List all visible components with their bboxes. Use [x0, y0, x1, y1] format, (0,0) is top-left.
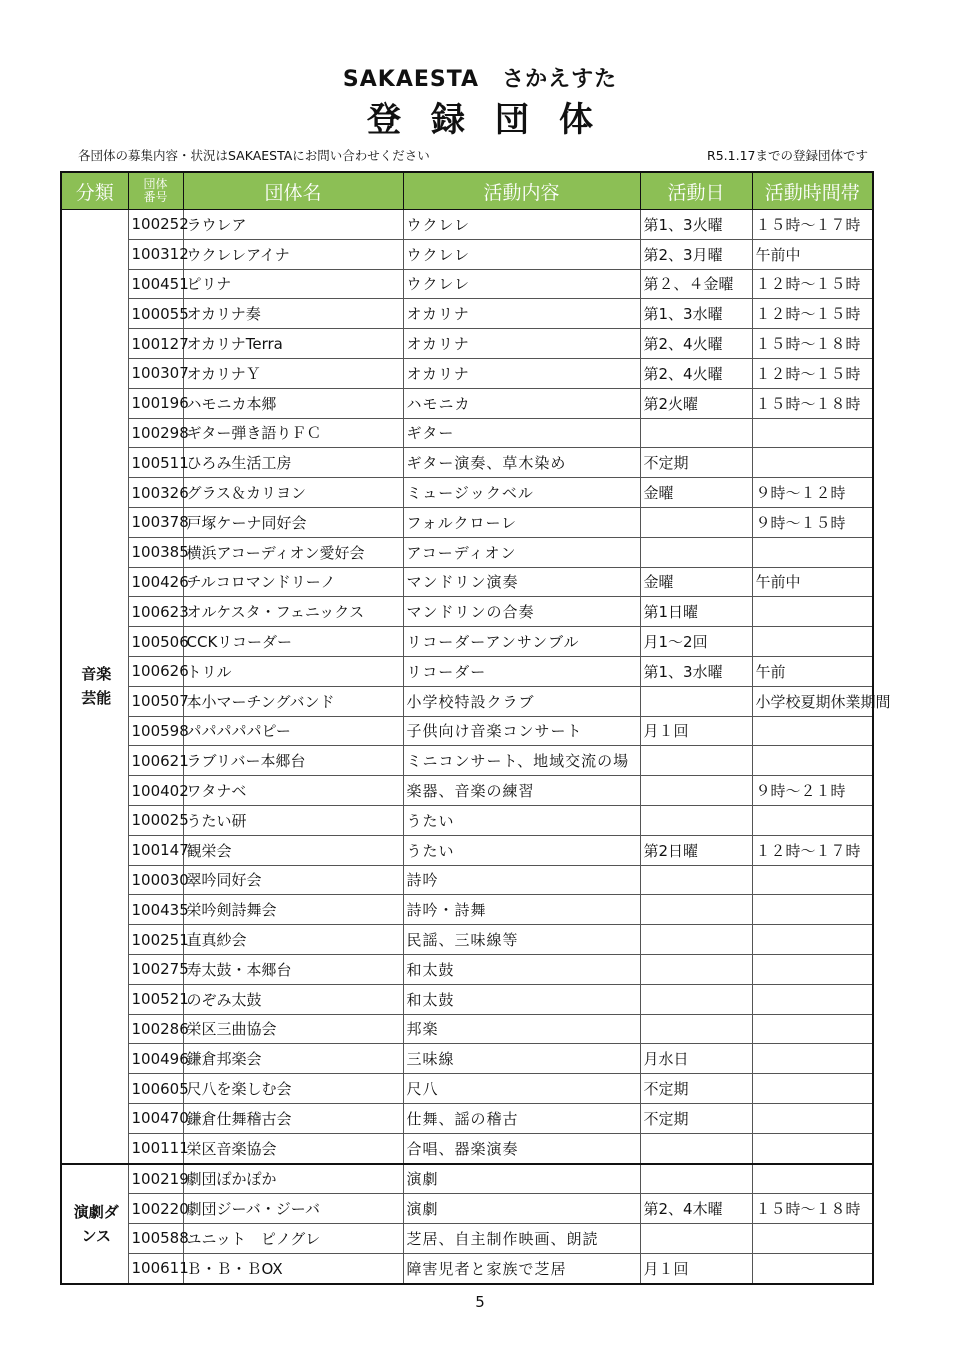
- group-name: 鎌倉邦楽会: [183, 1044, 403, 1074]
- group-name: 栄区音楽協会: [183, 1133, 403, 1163]
- activity-day: 不定期: [640, 1074, 752, 1104]
- group-name: 横浜アコーディオン愛好会: [183, 537, 403, 567]
- activity-day: [640, 507, 752, 537]
- column-header-activity: 活動内容: [403, 172, 640, 210]
- group-number: 100611: [128, 1253, 183, 1283]
- activity-time: 小学校夏期休業期間: [752, 686, 873, 716]
- activity-day: [640, 1014, 752, 1044]
- activity-time: [752, 1133, 873, 1163]
- group-number: 100307: [128, 358, 183, 388]
- activity-day: 不定期: [640, 1103, 752, 1133]
- page-subtitle: 登録団体: [367, 100, 623, 140]
- table-row: [61, 865, 873, 895]
- activity-time: [752, 865, 873, 895]
- activity-day: 月１回: [640, 716, 752, 746]
- activity-day: 月1～2回: [640, 627, 752, 657]
- activity-content: ハモニカ: [403, 388, 640, 418]
- group-name: Ｂ・Ｂ・ＢOX: [183, 1253, 403, 1283]
- table-row: [61, 448, 873, 478]
- group-name: グラス＆カリヨン: [183, 478, 403, 508]
- group-number: 100435: [128, 895, 183, 925]
- table-header-row: [61, 172, 873, 210]
- activity-day: 第1、3火曜: [640, 210, 752, 240]
- group-name: オカリナ奏: [183, 299, 403, 329]
- group-name: CCKリコーダー: [183, 627, 403, 657]
- activity-content: ギター: [403, 418, 640, 448]
- group-number: 100298: [128, 418, 183, 448]
- group-number: 100252: [128, 210, 183, 240]
- group-name: 尺八を楽しむ会: [183, 1074, 403, 1104]
- group-number: 100588: [128, 1224, 183, 1254]
- group-name: ユニット ピノグレ: [183, 1224, 403, 1254]
- page-number: 5: [475, 1293, 485, 1311]
- activity-time: ９時～１２時: [752, 478, 873, 508]
- activity-content: うたい: [403, 805, 640, 835]
- group-number: 100055: [128, 299, 183, 329]
- table-row: [61, 1103, 873, 1133]
- activity-day: [640, 746, 752, 776]
- activity-day: 第２、４金曜: [640, 269, 752, 299]
- group-name: オルケスタ・フェニックス: [183, 597, 403, 627]
- table-row: [61, 1014, 873, 1044]
- group-name: 劇団ぽかぽか: [183, 1164, 403, 1194]
- activity-time: １２時～１７時: [752, 835, 873, 865]
- table-row: [61, 925, 873, 955]
- table-row: [61, 716, 873, 746]
- group-number: 100275: [128, 954, 183, 984]
- table-row: [61, 269, 873, 299]
- activity-day: 第2、3月曜: [640, 239, 752, 269]
- activity-content: 小学校特設クラブ: [403, 686, 640, 716]
- group-name: パパパパパピー: [183, 716, 403, 746]
- group-number: 100147: [128, 835, 183, 865]
- table-row: [61, 627, 873, 657]
- activity-time: [752, 1224, 873, 1254]
- group-number: 100605: [128, 1074, 183, 1104]
- group-number: 100507: [128, 686, 183, 716]
- activity-time: [752, 1164, 873, 1194]
- activity-time: [752, 627, 873, 657]
- column-header-name: 団体名: [183, 172, 403, 210]
- activity-day: 第1日曜: [640, 597, 752, 627]
- activity-day: [640, 1133, 752, 1163]
- activity-content: 和太鼓: [403, 984, 640, 1014]
- table-row: [61, 984, 873, 1014]
- table-row: [61, 954, 873, 984]
- activity-content: うたい: [403, 835, 640, 865]
- activity-content: マンドリンの合奏: [403, 597, 640, 627]
- activity-time: [752, 1103, 873, 1133]
- activity-time: [752, 1014, 873, 1044]
- group-number: 100623: [128, 597, 183, 627]
- activity-content: 和太鼓: [403, 954, 640, 984]
- activity-time: [752, 1044, 873, 1074]
- group-name: ギター弾き語りＦＣ: [183, 418, 403, 448]
- activity-time: [752, 895, 873, 925]
- activity-day: 金曜: [640, 478, 752, 508]
- activity-day: 月水日: [640, 1044, 752, 1074]
- activity-content: 邦楽: [403, 1014, 640, 1044]
- activity-time: [752, 448, 873, 478]
- activity-content: 子供向け音楽コンサート: [403, 716, 640, 746]
- activity-content: 演劇: [403, 1164, 640, 1194]
- activity-day: 第2、4火曜: [640, 329, 752, 359]
- group-number: 100385: [128, 537, 183, 567]
- table-row: [61, 358, 873, 388]
- activity-time: １２時～１５時: [752, 358, 873, 388]
- activity-content: アコーディオン: [403, 537, 640, 567]
- activity-time: １５時～１７時: [752, 210, 873, 240]
- table-row: [61, 329, 873, 359]
- table-row: [61, 686, 873, 716]
- activity-day: [640, 954, 752, 984]
- activity-content: オカリナ: [403, 358, 640, 388]
- activity-content: 芝居、自主制作映画、朗読: [403, 1224, 640, 1254]
- activity-time: [752, 1253, 873, 1283]
- group-number: 100286: [128, 1014, 183, 1044]
- group-name: ウクレレアイナ: [183, 239, 403, 269]
- activity-content: マンドリン演奏: [403, 567, 640, 597]
- table-row: [61, 1044, 873, 1074]
- group-number: 100030: [128, 865, 183, 895]
- group-number: 100111: [128, 1133, 183, 1163]
- group-number: 100470: [128, 1103, 183, 1133]
- table-row: [61, 805, 873, 835]
- activity-day: 第1、3水曜: [640, 656, 752, 686]
- table-row: [61, 507, 873, 537]
- activity-time: ９時～２１時: [752, 776, 873, 806]
- group-name: 鎌倉仕舞稽古会: [183, 1103, 403, 1133]
- activity-day: [640, 865, 752, 895]
- activity-day: 第2日曜: [640, 835, 752, 865]
- group-number: 100326: [128, 478, 183, 508]
- activity-content: ウクレレ: [403, 210, 640, 240]
- group-name: のぞみ太鼓: [183, 984, 403, 1014]
- group-number: 100219: [128, 1164, 183, 1194]
- group-name: 劇団ジーバ・ジーバ: [183, 1194, 403, 1224]
- group-number: 100621: [128, 746, 183, 776]
- table-row: [61, 1133, 873, 1163]
- activity-time: [752, 537, 873, 567]
- activity-day: 金曜: [640, 567, 752, 597]
- group-number: 100426: [128, 567, 183, 597]
- column-header-day: 活動日: [640, 172, 752, 210]
- activity-content: リコーダーアンサンブル: [403, 627, 640, 657]
- group-number: 100626: [128, 656, 183, 686]
- activity-day: [640, 1164, 752, 1194]
- activity-day: [640, 925, 752, 955]
- group-number: 100378: [128, 507, 183, 537]
- activity-time: [752, 805, 873, 835]
- category-label: 音楽 芸能: [61, 210, 128, 1164]
- table-row: [61, 239, 873, 269]
- group-number: 100496: [128, 1044, 183, 1074]
- group-number: 100511: [128, 448, 183, 478]
- activity-time: [752, 925, 873, 955]
- table-row: [61, 210, 873, 240]
- group-number: 100451: [128, 269, 183, 299]
- group-number: 100196: [128, 388, 183, 418]
- activity-time: [752, 597, 873, 627]
- activity-day: [640, 805, 752, 835]
- activity-day: [640, 418, 752, 448]
- column-header-number: 団体 番号: [128, 172, 183, 210]
- group-number: 100127: [128, 329, 183, 359]
- table-row: [61, 1164, 873, 1194]
- table-row: [61, 537, 873, 567]
- activity-content: 詩吟・詩舞: [403, 895, 640, 925]
- contact-note: 各団体の募集内容・状況はSAKAESTAにお問い合わせください: [78, 148, 430, 163]
- activity-time: １５時～１８時: [752, 388, 873, 418]
- activity-day: [640, 776, 752, 806]
- activity-day: [640, 537, 752, 567]
- group-name: うたい研: [183, 805, 403, 835]
- group-name: ハモニカ本郷: [183, 388, 403, 418]
- group-name: チルコロマンドリーノ: [183, 567, 403, 597]
- group-name: トリル: [183, 656, 403, 686]
- group-name: ピリナ: [183, 269, 403, 299]
- activity-time: １５時～１８時: [752, 1194, 873, 1224]
- page-title: SAKAESTA さかえすた: [342, 67, 618, 92]
- group-name: 栄区三曲協会: [183, 1014, 403, 1044]
- group-name: ひろみ生活工房: [183, 448, 403, 478]
- group-name: ラブリバー本郷台: [183, 746, 403, 776]
- activity-content: 尺八: [403, 1074, 640, 1104]
- activity-time: 午前中: [752, 567, 873, 597]
- table-row: [61, 299, 873, 329]
- group-name: オカリナTerra: [183, 329, 403, 359]
- activity-day: [640, 984, 752, 1014]
- activity-time: [752, 746, 873, 776]
- category-label: 演劇ダ ンス: [61, 1164, 128, 1284]
- activity-day: 月１回: [640, 1253, 752, 1283]
- table-row: [61, 597, 873, 627]
- activity-day: [640, 686, 752, 716]
- activity-day: 不定期: [640, 448, 752, 478]
- activity-day: 第1、3水曜: [640, 299, 752, 329]
- activity-content: ミュージックベル: [403, 478, 640, 508]
- activity-time: １５時～１８時: [752, 329, 873, 359]
- group-name: ワタナベ: [183, 776, 403, 806]
- table-row: [61, 567, 873, 597]
- activity-content: 三味線: [403, 1044, 640, 1074]
- activity-content: 仕舞、謡の稽古: [403, 1103, 640, 1133]
- group-name: オカリナＹ: [183, 358, 403, 388]
- group-name: 寿太鼓・本郷台: [183, 954, 403, 984]
- activity-content: オカリナ: [403, 299, 640, 329]
- table-row: [61, 418, 873, 448]
- activity-time: １２時～１５時: [752, 299, 873, 329]
- activity-content: リコーダー: [403, 656, 640, 686]
- date-note: R5.1.17までの登録団体です: [707, 148, 868, 163]
- activity-time: [752, 954, 873, 984]
- group-number: 100521: [128, 984, 183, 1014]
- activity-content: ギター演奏、草木染め: [403, 448, 640, 478]
- group-name: 栄吟剣詩舞会: [183, 895, 403, 925]
- activity-time: １２時～１５時: [752, 269, 873, 299]
- column-header-category: 分類: [61, 172, 128, 210]
- table-row: [61, 895, 873, 925]
- activity-content: 演劇: [403, 1194, 640, 1224]
- group-number: 100402: [128, 776, 183, 806]
- table-row: [61, 1194, 873, 1224]
- table-row: [61, 776, 873, 806]
- table-row: [61, 835, 873, 865]
- table-row: [61, 1074, 873, 1104]
- table-row: [61, 746, 873, 776]
- group-name: 本小マーチングバンド: [183, 686, 403, 716]
- group-number: 100312: [128, 239, 183, 269]
- column-header-time: 活動時間帯: [752, 172, 873, 210]
- table-row: [61, 1224, 873, 1254]
- table-row: [61, 656, 873, 686]
- activity-content: 合唱、器楽演奏: [403, 1133, 640, 1163]
- activity-day: 第2、4木曜: [640, 1194, 752, 1224]
- group-name: 戸塚ケーナ同好会: [183, 507, 403, 537]
- group-number: 100251: [128, 925, 183, 955]
- activity-content: ウクレレ: [403, 269, 640, 299]
- activity-content: フォルクローレ: [403, 507, 640, 537]
- activity-time: [752, 716, 873, 746]
- activity-content: 民謡、三味線等: [403, 925, 640, 955]
- group-name: 翠吟同好会: [183, 865, 403, 895]
- activity-content: 詩吟: [403, 865, 640, 895]
- activity-time: ９時～１５時: [752, 507, 873, 537]
- activity-content: ミニコンサート、地域交流の場: [403, 746, 640, 776]
- activity-content: ウクレレ: [403, 239, 640, 269]
- activity-time: [752, 984, 873, 1014]
- group-name: 直真紗会: [183, 925, 403, 955]
- table-row: [61, 388, 873, 418]
- activity-time: [752, 418, 873, 448]
- activity-time: 午前中: [752, 239, 873, 269]
- group-name: 観栄会: [183, 835, 403, 865]
- registered-groups-table: [60, 171, 891, 1285]
- activity-content: 楽器、音楽の練習: [403, 776, 640, 806]
- group-number: 100598: [128, 716, 183, 746]
- activity-content: オカリナ: [403, 329, 640, 359]
- group-number: 100506: [128, 627, 183, 657]
- activity-day: [640, 895, 752, 925]
- activity-content: 障害児者と家族で芝居: [403, 1253, 640, 1283]
- group-number: 100220: [128, 1194, 183, 1224]
- group-name: ラウレア: [183, 210, 403, 240]
- table-row: [61, 1253, 873, 1283]
- activity-time: 午前: [752, 656, 873, 686]
- activity-time: [752, 1074, 873, 1104]
- activity-day: 第2火曜: [640, 388, 752, 418]
- group-number: 100025: [128, 805, 183, 835]
- table-row: [61, 478, 873, 508]
- activity-day: 第2、4火曜: [640, 358, 752, 388]
- activity-day: [640, 1224, 752, 1254]
